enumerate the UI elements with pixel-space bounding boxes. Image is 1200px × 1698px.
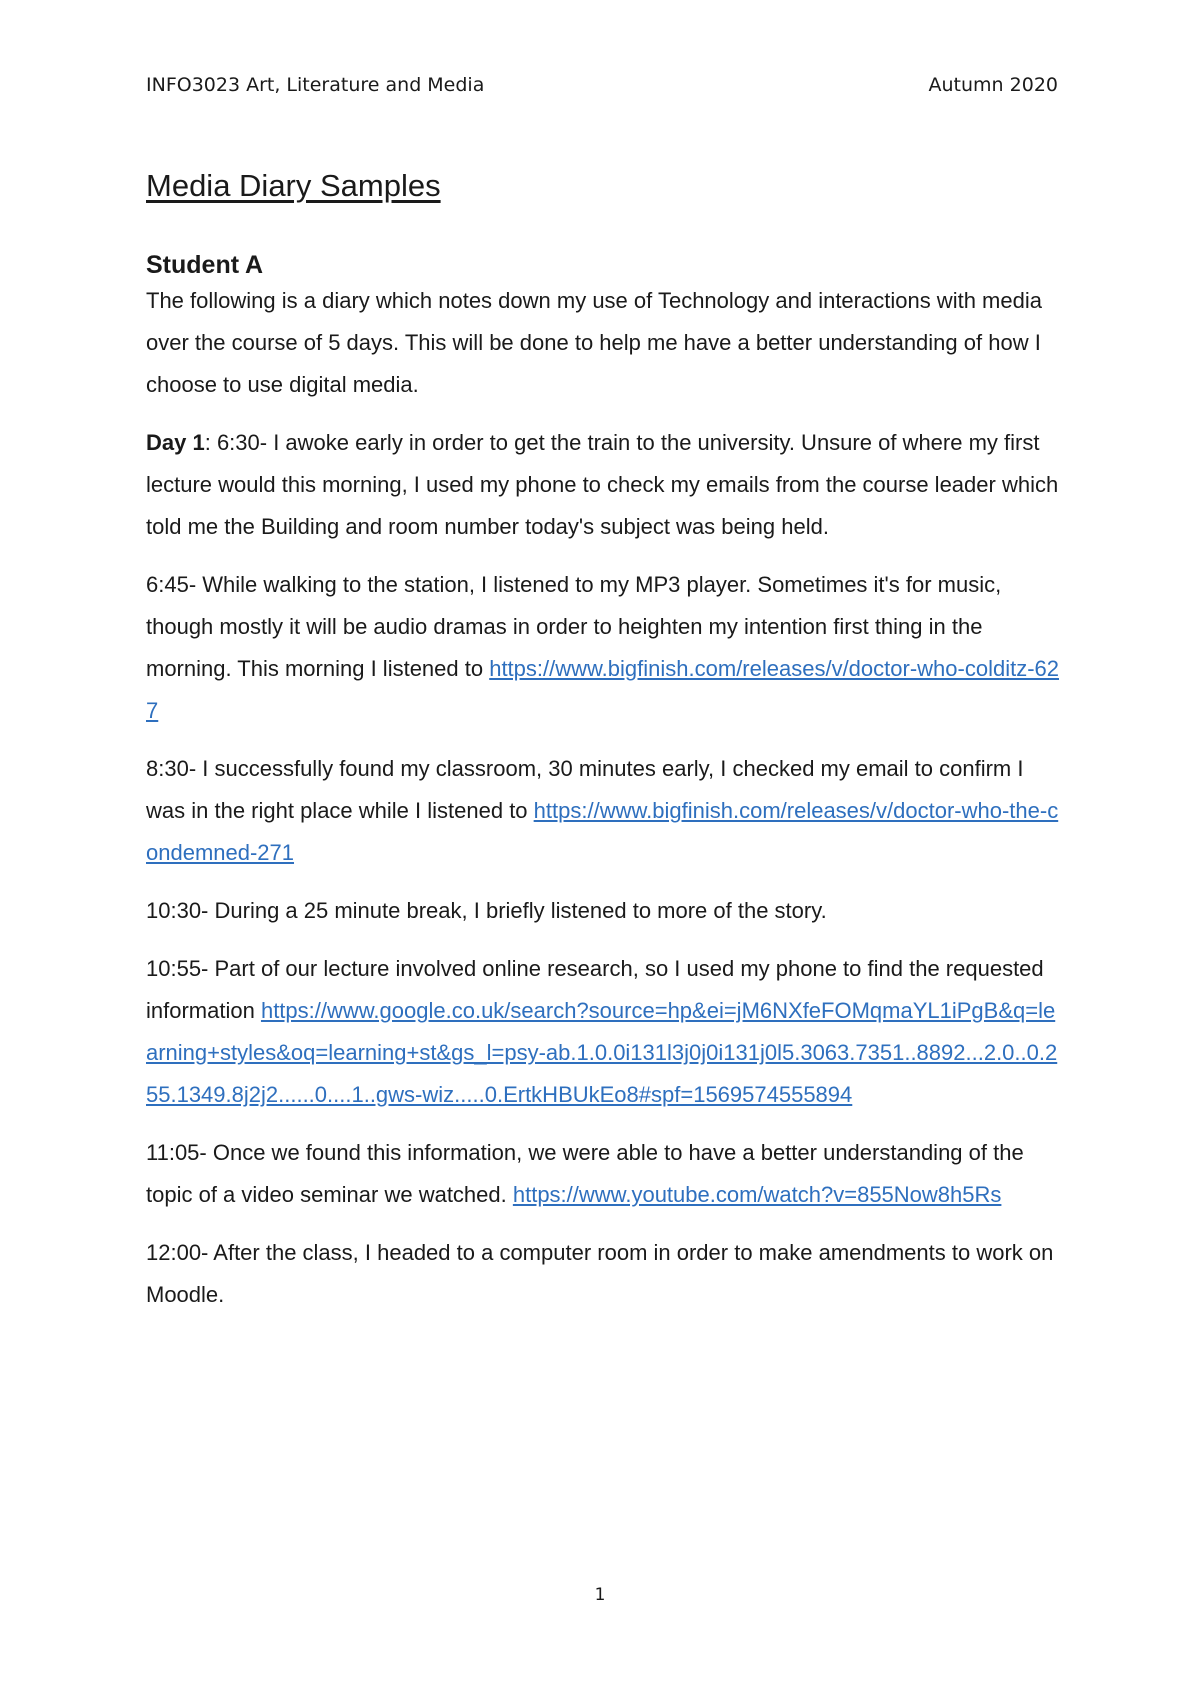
entry-link[interactable]: https://www.youtube.com/watch?v=855Now8h5Rs — [512, 1182, 1002, 1207]
entry-text: 11:05- Once we found this information, we were able to have a better understanding of the topic of a video seminar we watched. — [146, 1140, 1024, 1207]
entry-link[interactable]: https://www.bigfinish.com/releases/v/doctor-who-the-condemned-271 — [146, 798, 1059, 865]
intro-paragraph: The following is a diary which notes down my use of Technology and interactions with media over the course of 5 days. This will be done to help me have a better understanding of how I choose to use digital media. — [146, 288, 1042, 397]
diary-entry — [146, 1132, 1066, 1216]
header-term: Autumn 2020 — [928, 74, 1058, 96]
entry-text: 8:30- I successfully found my classroom, 30 minutes early, I checked my email to confirm I was in the right place while I listened to — [146, 756, 1024, 823]
entry-text: 6:45- While walking to the station, I listened to my MP3 player. Sometimes it's for music, though mostly it will be audio dramas in order to heighten my intention first thing in the morning. This morning I listened to — [146, 572, 1002, 681]
entry-text: 10:30- During a 25 minute break, I briefly listened to more of the story. — [146, 898, 827, 923]
entry-text: : 6:30- I awoke early in order to get the train to the university. Unsure of where my first lecture would this morning, I used my phone to check my emails from the course leader which told me the Building and room number today's subject was being held. — [146, 430, 1059, 539]
document-body — [146, 250, 1066, 1332]
entry-link[interactable]: https://www.google.co.uk/search?source=hp&ei=jM6NXfeFOMqmaYL1iPgB&q=learning+styles&oq=learning+st&gs_l=psy-ab.1.0.0i131l3j0j0i131j0l5.3063.7351..8892...2.0..0.255.1349.8j2j2......0....1..gws-wiz.....0.ErtkHBUkEo8#spf=1569574555894 — [146, 998, 1058, 1107]
entry-text: 12:00- After the class, I headed to a computer room in order to make amendments to work on Moodle. — [146, 1240, 1054, 1307]
diary-entry — [146, 1232, 1066, 1316]
student-heading: Student A — [146, 251, 264, 279]
day-label: Day 1 — [146, 430, 205, 455]
document-title: Media Diary Samples — [146, 168, 441, 203]
diary-entry — [146, 948, 1066, 1116]
entry-text: 10:55- Part of our lecture involved online research, so I used my phone to find the requested information — [146, 956, 1044, 1023]
diary-entry — [146, 748, 1066, 874]
header-course: INFO3023 Art, Literature and Media — [146, 74, 485, 96]
entry-link[interactable]: https://www.bigfinish.com/releases/v/doctor-who-colditz-627 — [146, 656, 1059, 723]
diary-entry — [146, 422, 1066, 548]
diary-entry — [146, 890, 1066, 932]
page-number: 1 — [594, 1585, 606, 1605]
diary-entry — [146, 564, 1066, 732]
